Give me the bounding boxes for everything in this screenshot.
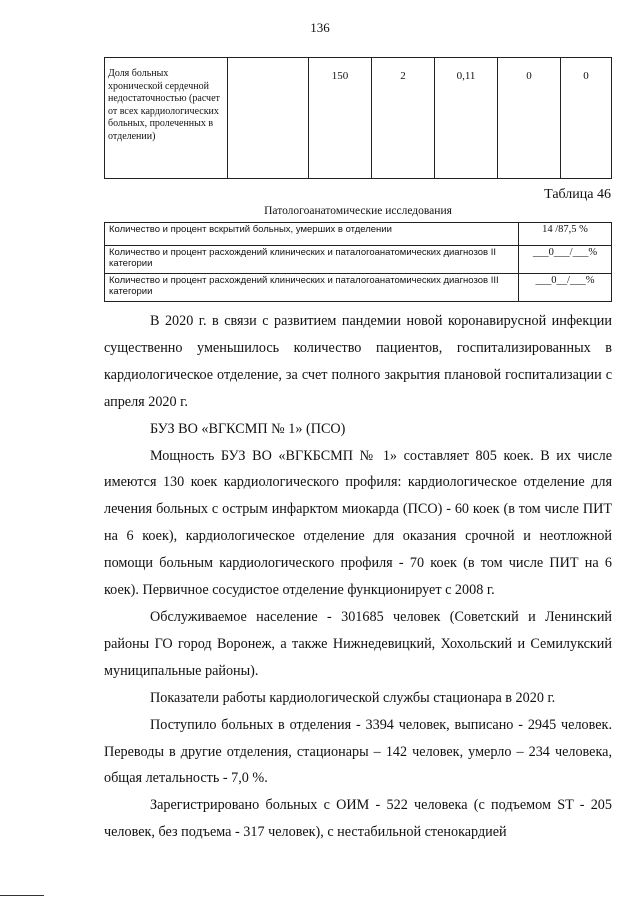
table-row: [105, 223, 612, 246]
footnote-divider: [0, 895, 44, 896]
row-label: Количество и процент расхождений клинических и паталогоанатомических диагнозов III категории: [105, 274, 519, 302]
paragraph: Мощность БУЗ ВО «ВГКБСМП № 1» составляет 805 коек. В их числе имеются 130 коек кардиологического профиля: кардиологическое отделение для лечения больных с острым инфарктом миокарда (ПСО) - 60 коек (в том числе ПИТ на 6 коек), кардиологическое отделение для оказания срочной и неотложной помощи больным кардиологического профиля - 70 коек (в том числе ПИТ на 6 коек). Первичное сосудистое отделение функционирует с 2008 г.: [104, 447, 612, 599]
table-row: [105, 274, 612, 302]
paragraph: Обслуживаемое население - 301685 человек (Советский и Ленинский районы ГО город Воронеж, а также Нижнедевицкий, Хохольский и Семилукский муниципальные районы).: [104, 608, 612, 679]
row-value: ___0__/___%: [519, 274, 612, 302]
table-cell: [228, 58, 309, 179]
row-label: Количество и процент расхождений клинических и паталогоанатомических диагнозов II категории: [105, 246, 519, 274]
table-row: [105, 58, 612, 179]
row-label: Количество и процент вскрытий больных, умерших в отделении: [105, 223, 519, 246]
paragraph: Зарегистрировано больных с ОИМ - 522 человека (с подъемом ST - 205 человек, без подъема - 317 человек), с нестабильной стенокардией: [104, 797, 612, 841]
page-number: 136: [310, 20, 330, 35]
table-row: [105, 246, 612, 274]
table-cell: 150: [309, 58, 372, 179]
body-text: [104, 308, 612, 846]
indicator-table: [104, 57, 612, 179]
row-value: 14 /87,5 %: [519, 223, 612, 246]
row-value: ___0___/___%: [519, 246, 612, 274]
table-cell: 0,11: [435, 58, 498, 179]
table-cell: 0: [561, 58, 612, 179]
table-cell: 0: [498, 58, 561, 179]
table-cell-label: Доля больных хронической сердечной недостаточностью (расчет от всех кардиологических больных, пролеченных в отделении): [105, 58, 228, 179]
paragraph: В 2020 г. в связи с развитием пандемии новой коронавирусной инфекции существенно уменьшилось количество пациентов, госпитализированных в кардиологическое отделение, за счет полного закрытия плановой госпитализации с апреля 2020 г.: [104, 313, 612, 410]
table-title: Патологоанатомические исследования: [264, 205, 452, 217]
section-heading: БУЗ ВО «ВГКСМП № 1» (ПСО): [150, 420, 346, 437]
table-cell: 2: [372, 58, 435, 179]
paragraph: Показатели работы кардиологической службы стационара в 2020 г.: [150, 689, 556, 706]
paragraph: Поступило больных в отделения - 3394 человек, выписано - 2945 человек. Переводы в другие отделения, стационары – 142 человек, умерло – 234 человека, общая летальность - 7,0 %.: [104, 716, 612, 787]
table-number: Таблица 46: [544, 187, 611, 202]
pathology-table: [104, 222, 612, 302]
